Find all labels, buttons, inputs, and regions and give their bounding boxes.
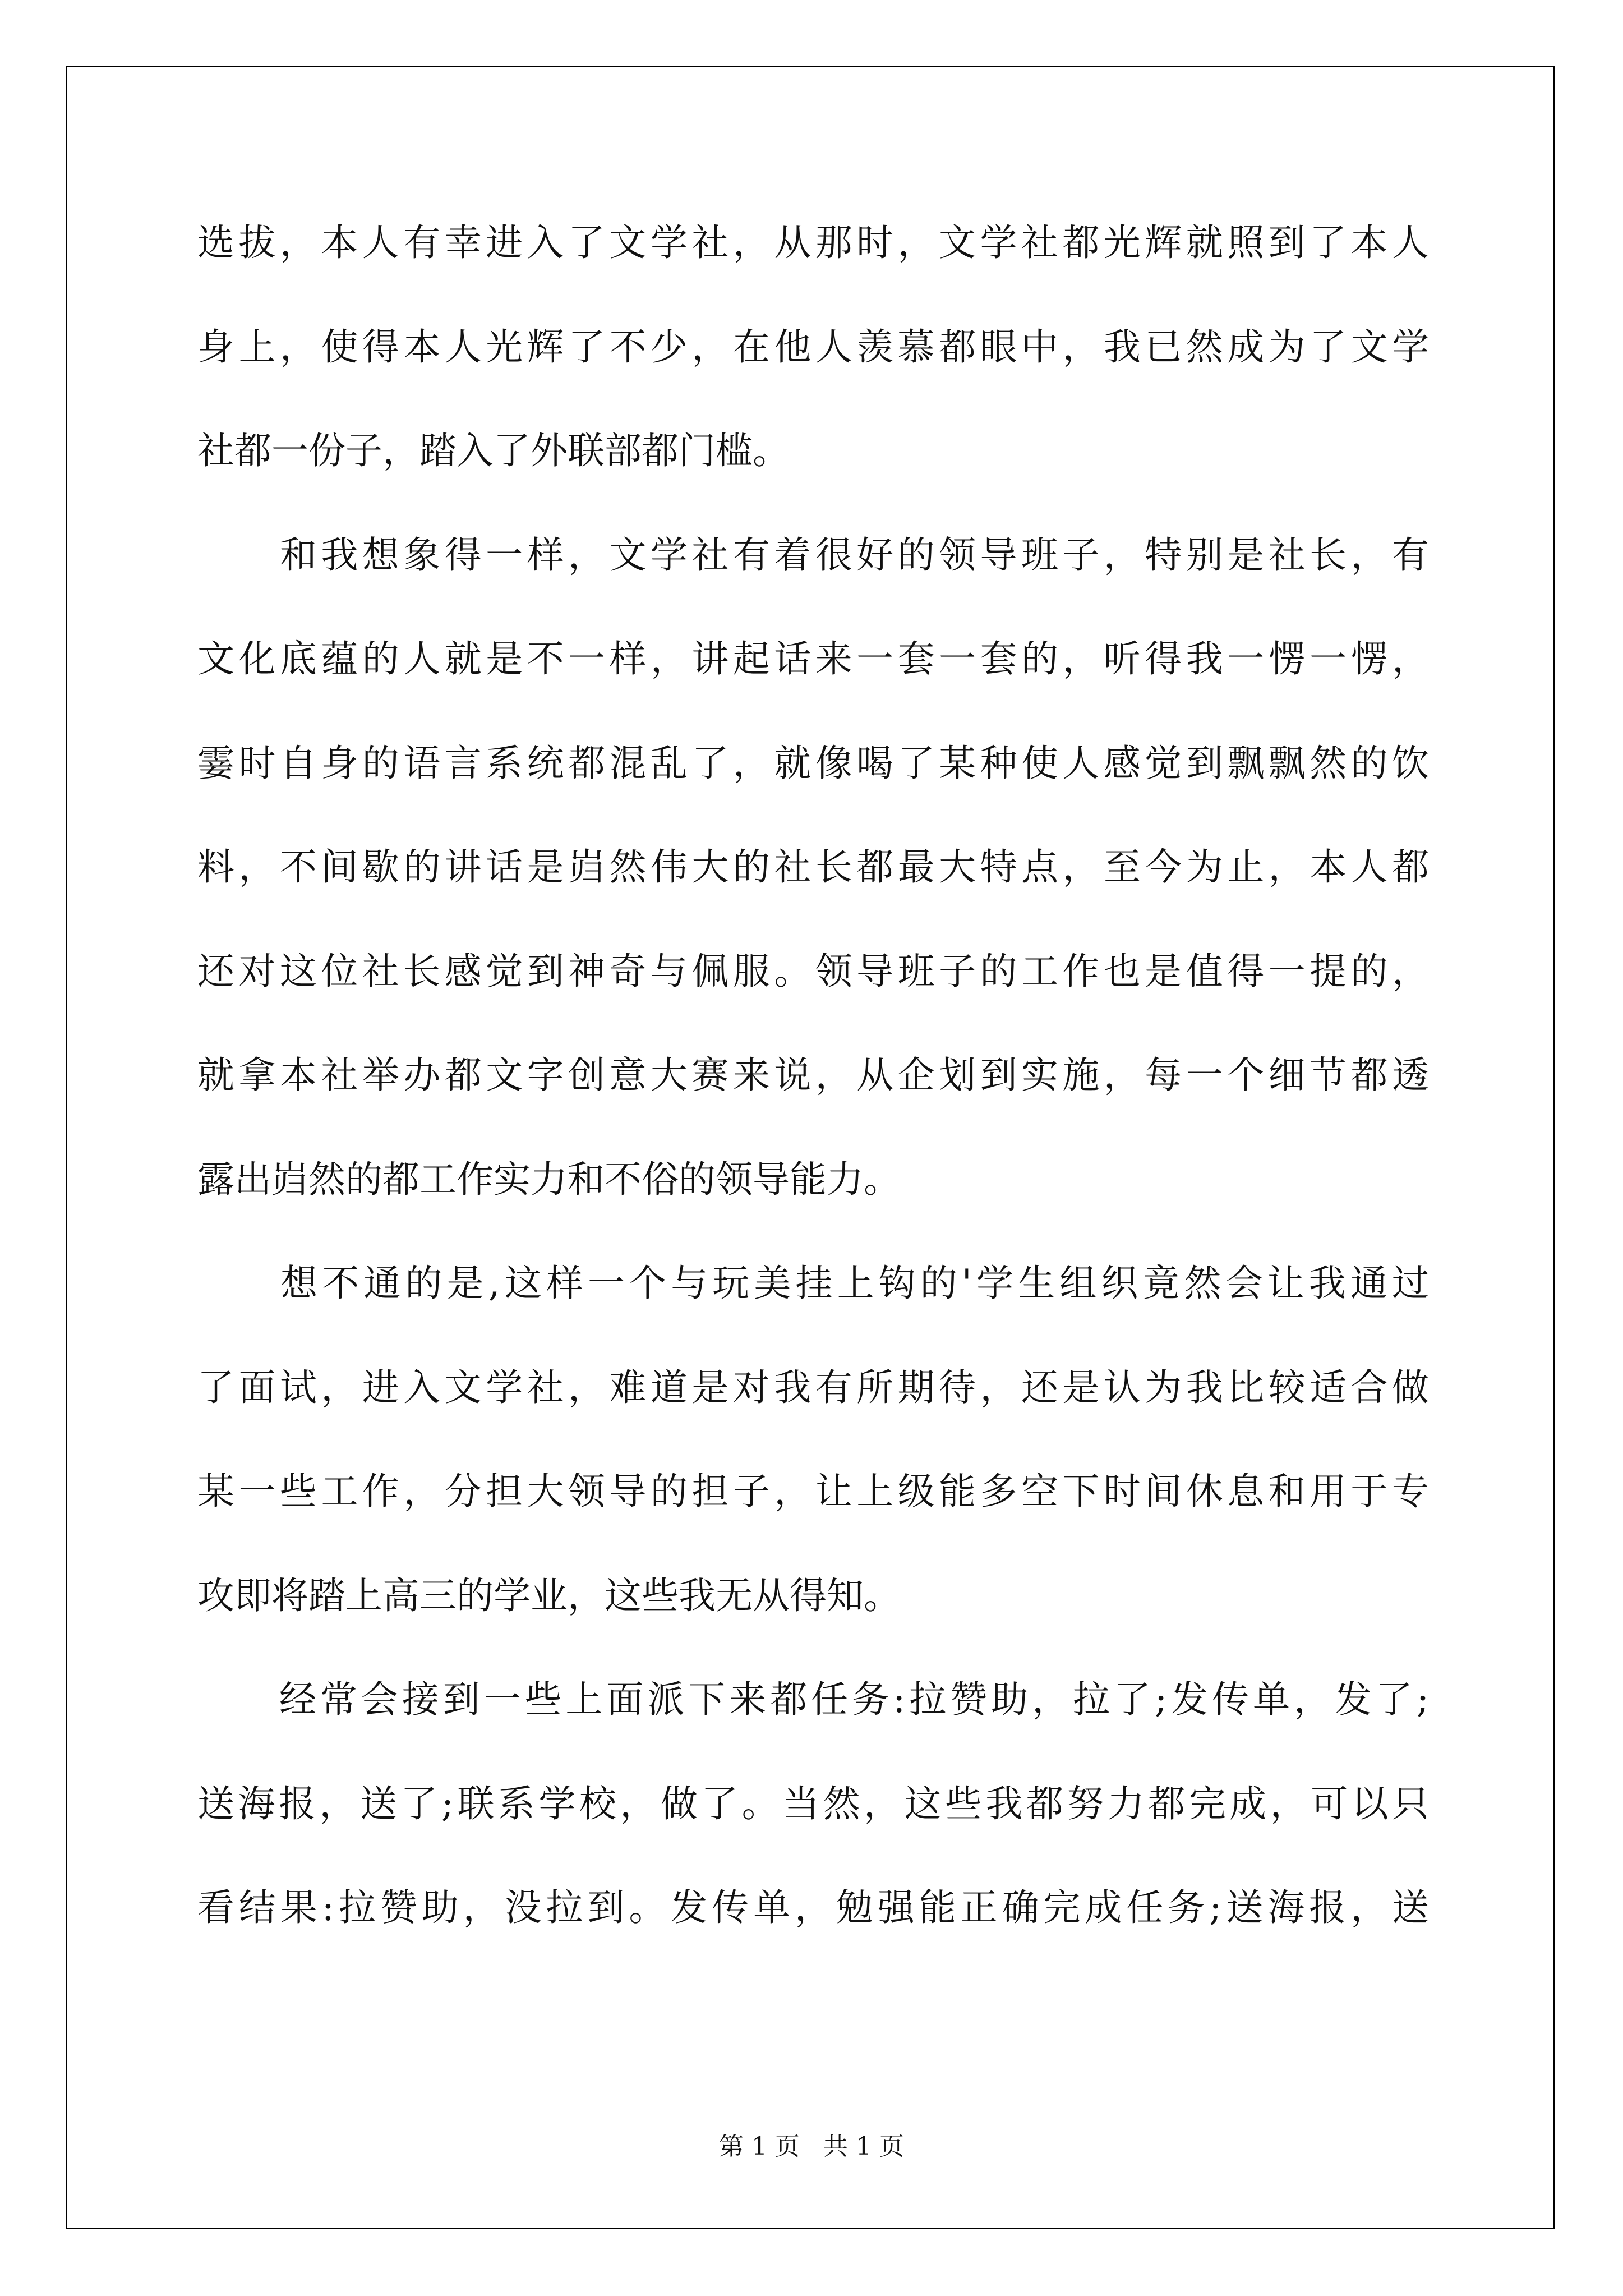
text-line: 和我想象得一样，文学社有着很好的领导班子，特别是社长，有 (197, 533, 1429, 577)
page-footer (0, 2126, 1623, 2162)
text-line: 料，不间歇的讲话是岿然伟大的社长都最大特点，至今为止，本人都 (197, 845, 1429, 889)
text-line: 身上，使得本人光辉了不少，在他人羡慕都眼中，我已然成为了文学 (197, 325, 1429, 369)
paragraph-3 (197, 1231, 1429, 1648)
text-line: 想不通的是,这样一个与玩美挂上钩的'学生组织竟然会让我通过 (197, 1262, 1429, 1305)
paragraph-1 (197, 191, 1429, 503)
text-line: 了面试，进入文学社，难道是对我有所期待，还是认为我比较适合做 (197, 1365, 1429, 1409)
document-body (197, 191, 1429, 1960)
paragraph-2 (197, 503, 1429, 1232)
text-line: 送海报，送了;联系学校，做了。当然，这些我都努力都完成，可以只 (197, 1782, 1429, 1825)
text-line: 攻即将踏上高三的学业，这些我无从得知。 (197, 1573, 901, 1617)
text-line: 文化底蕴的人就是不一样，讲起话来一套一套的，听得我一愣一愣， (197, 637, 1429, 680)
text-line: 就拿本社举办都文字创意大赛来说，从企划到实施，每一个细节都透 (197, 1053, 1429, 1097)
text-line: 选拔，本人有幸进入了文学社，从那时，文学社都光辉就照到了本人 (197, 221, 1429, 264)
text-line: 某一些工作，分担大领导的担子，让上级能多空下时间休息和用于专 (197, 1470, 1429, 1513)
text-line: 经常会接到一些上面派下来都任务:拉赞助，拉了;发传单，发了; (197, 1678, 1429, 1721)
text-line: 社都一份子，踏入了外联部都门槛。 (197, 429, 790, 472)
text-line: 还对这位社长感觉到神奇与佩服。领导班子的工作也是值得一提的， (197, 949, 1429, 993)
text-line: 霎时自身的语言系统都混乱了，就像喝了某种使人感觉到飘飘然的饮 (197, 741, 1429, 785)
text-line: 露出岿然的都工作实力和不俗的领导能力。 (197, 1157, 901, 1201)
text-line: 看结果:拉赞助，没拉到。发传单，勉强能正确完成任务;送海报，送 (197, 1886, 1429, 1929)
paragraph-4 (197, 1648, 1429, 1960)
current-page-label: 第 1 页 (719, 2132, 800, 2161)
total-pages-label: 共 1 页 (823, 2132, 904, 2161)
